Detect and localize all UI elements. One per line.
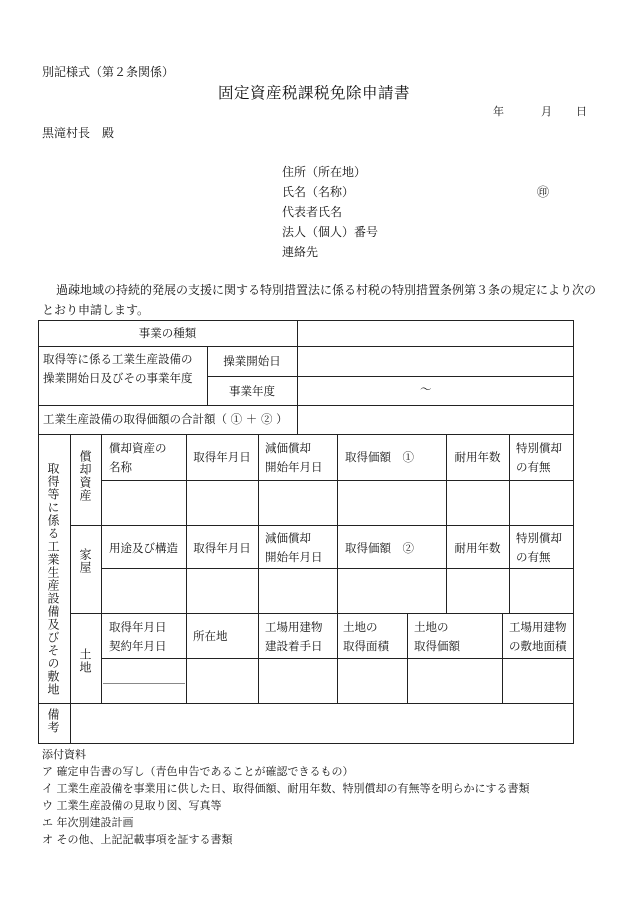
remarks-label: 備考	[46, 708, 60, 734]
land-area-1: 土地の	[343, 620, 378, 634]
attachments-heading: 添付資料	[42, 748, 86, 761]
factory-build-2: 建設着手日	[265, 639, 323, 653]
total-price-label: 工業生産設備の取得価額の合計額（ ① ＋ ② ）	[43, 412, 288, 426]
attachment-item: エ 年次別建設計画	[42, 816, 134, 829]
house-use-structure: 用途及び構造	[109, 541, 178, 555]
land-acq-date: 取得年月日	[109, 620, 167, 634]
house-acq-date: 取得年月日	[193, 541, 251, 555]
intro-line-2: とおり申請します。	[42, 303, 150, 317]
corporate-number: 法人（個人）番号	[282, 225, 379, 239]
op-date-label-2: 操業開始日及びその事業年度	[43, 371, 193, 385]
representative-name: 代表者氏名	[282, 205, 343, 219]
house-dep-start-2: 開始年月日	[265, 550, 323, 564]
dep-start-1: 減価償却	[265, 441, 311, 455]
dep-special-2: の有無	[516, 460, 551, 474]
addressee: 黒滝村長 殿	[42, 126, 115, 140]
dep-name-2: 名称	[109, 460, 132, 474]
business-type-label: 事業の種類	[138, 326, 197, 340]
factory-site-1: 工場用建物	[509, 620, 567, 634]
house-label: 家屋	[78, 548, 92, 574]
document-title: 固定資産税課税免除申請書	[218, 84, 411, 102]
attachment-item: イ 工業生産設備を事業用に供した日、取得価額、耐用年数、特別償却の有無等を明らかにする書類	[42, 782, 530, 795]
land-price-2: 取得価額	[414, 639, 460, 653]
factory-build-1: 工場用建物	[265, 620, 323, 634]
house-special-1: 特別償却	[516, 531, 562, 545]
house-acq-price: 取得価額 ②	[345, 541, 414, 555]
land-area-2: 取得面積	[343, 639, 389, 653]
dep-name-1: 償却資産の	[109, 441, 167, 455]
fiscal-year-label: 事業年度	[229, 384, 275, 398]
contact-info: 連絡先	[282, 245, 319, 259]
dep-acq-price: 取得価額 ①	[345, 450, 414, 464]
dep-special-1: 特別償却	[516, 441, 562, 455]
house-special-2: の有無	[516, 550, 551, 564]
attachment-item: ウ 工業生産設備の見取り図、写真等	[42, 799, 222, 812]
house-dep-start-1: 減価償却	[265, 531, 311, 545]
factory-site-2: の敷地面積	[509, 639, 567, 653]
date-year: 年	[493, 105, 504, 118]
op-start-label: 操業開始日	[223, 354, 281, 368]
land-price-1: 土地の	[414, 620, 449, 634]
depreciable-assets-label: 償却資産	[78, 450, 92, 502]
house-useful-life: 耐用年数	[454, 541, 501, 555]
fiscal-year-tilde: 〜	[420, 382, 432, 396]
land-location: 所在地	[193, 629, 228, 643]
applicant-name: 氏名（名称）	[282, 185, 355, 199]
form-label: 別記様式（第２条関係）	[42, 65, 175, 79]
dep-start-2: 開始年月日	[265, 460, 323, 474]
date-day: 日	[576, 105, 587, 118]
attachment-item: オ その他、上記記載事項を証する書類	[42, 833, 233, 846]
seal-mark: ㊞	[537, 185, 550, 199]
dep-acq-date: 取得年月日	[193, 450, 251, 464]
dep-useful-life: 耐用年数	[454, 450, 501, 464]
land-label: 土地	[78, 648, 92, 674]
op-date-label-1: 取得等に係る工業生産設備の	[43, 352, 193, 366]
date-month: 月	[541, 105, 552, 118]
equipment-section-label: 取得等に係る工業生産設備及びその敷地	[46, 462, 60, 696]
attachment-item: ア 確定申告書の写し（青色申告であることが確認できるもの）	[42, 765, 354, 778]
land-contract-date: 契約年月日	[109, 639, 167, 653]
intro-line-1: 過疎地域の持続的発展の支援に関する特別措置法に係る村税の特別措置条例第３条の規定により次の	[56, 283, 597, 297]
applicant-address: 住所（所在地）	[282, 165, 367, 179]
